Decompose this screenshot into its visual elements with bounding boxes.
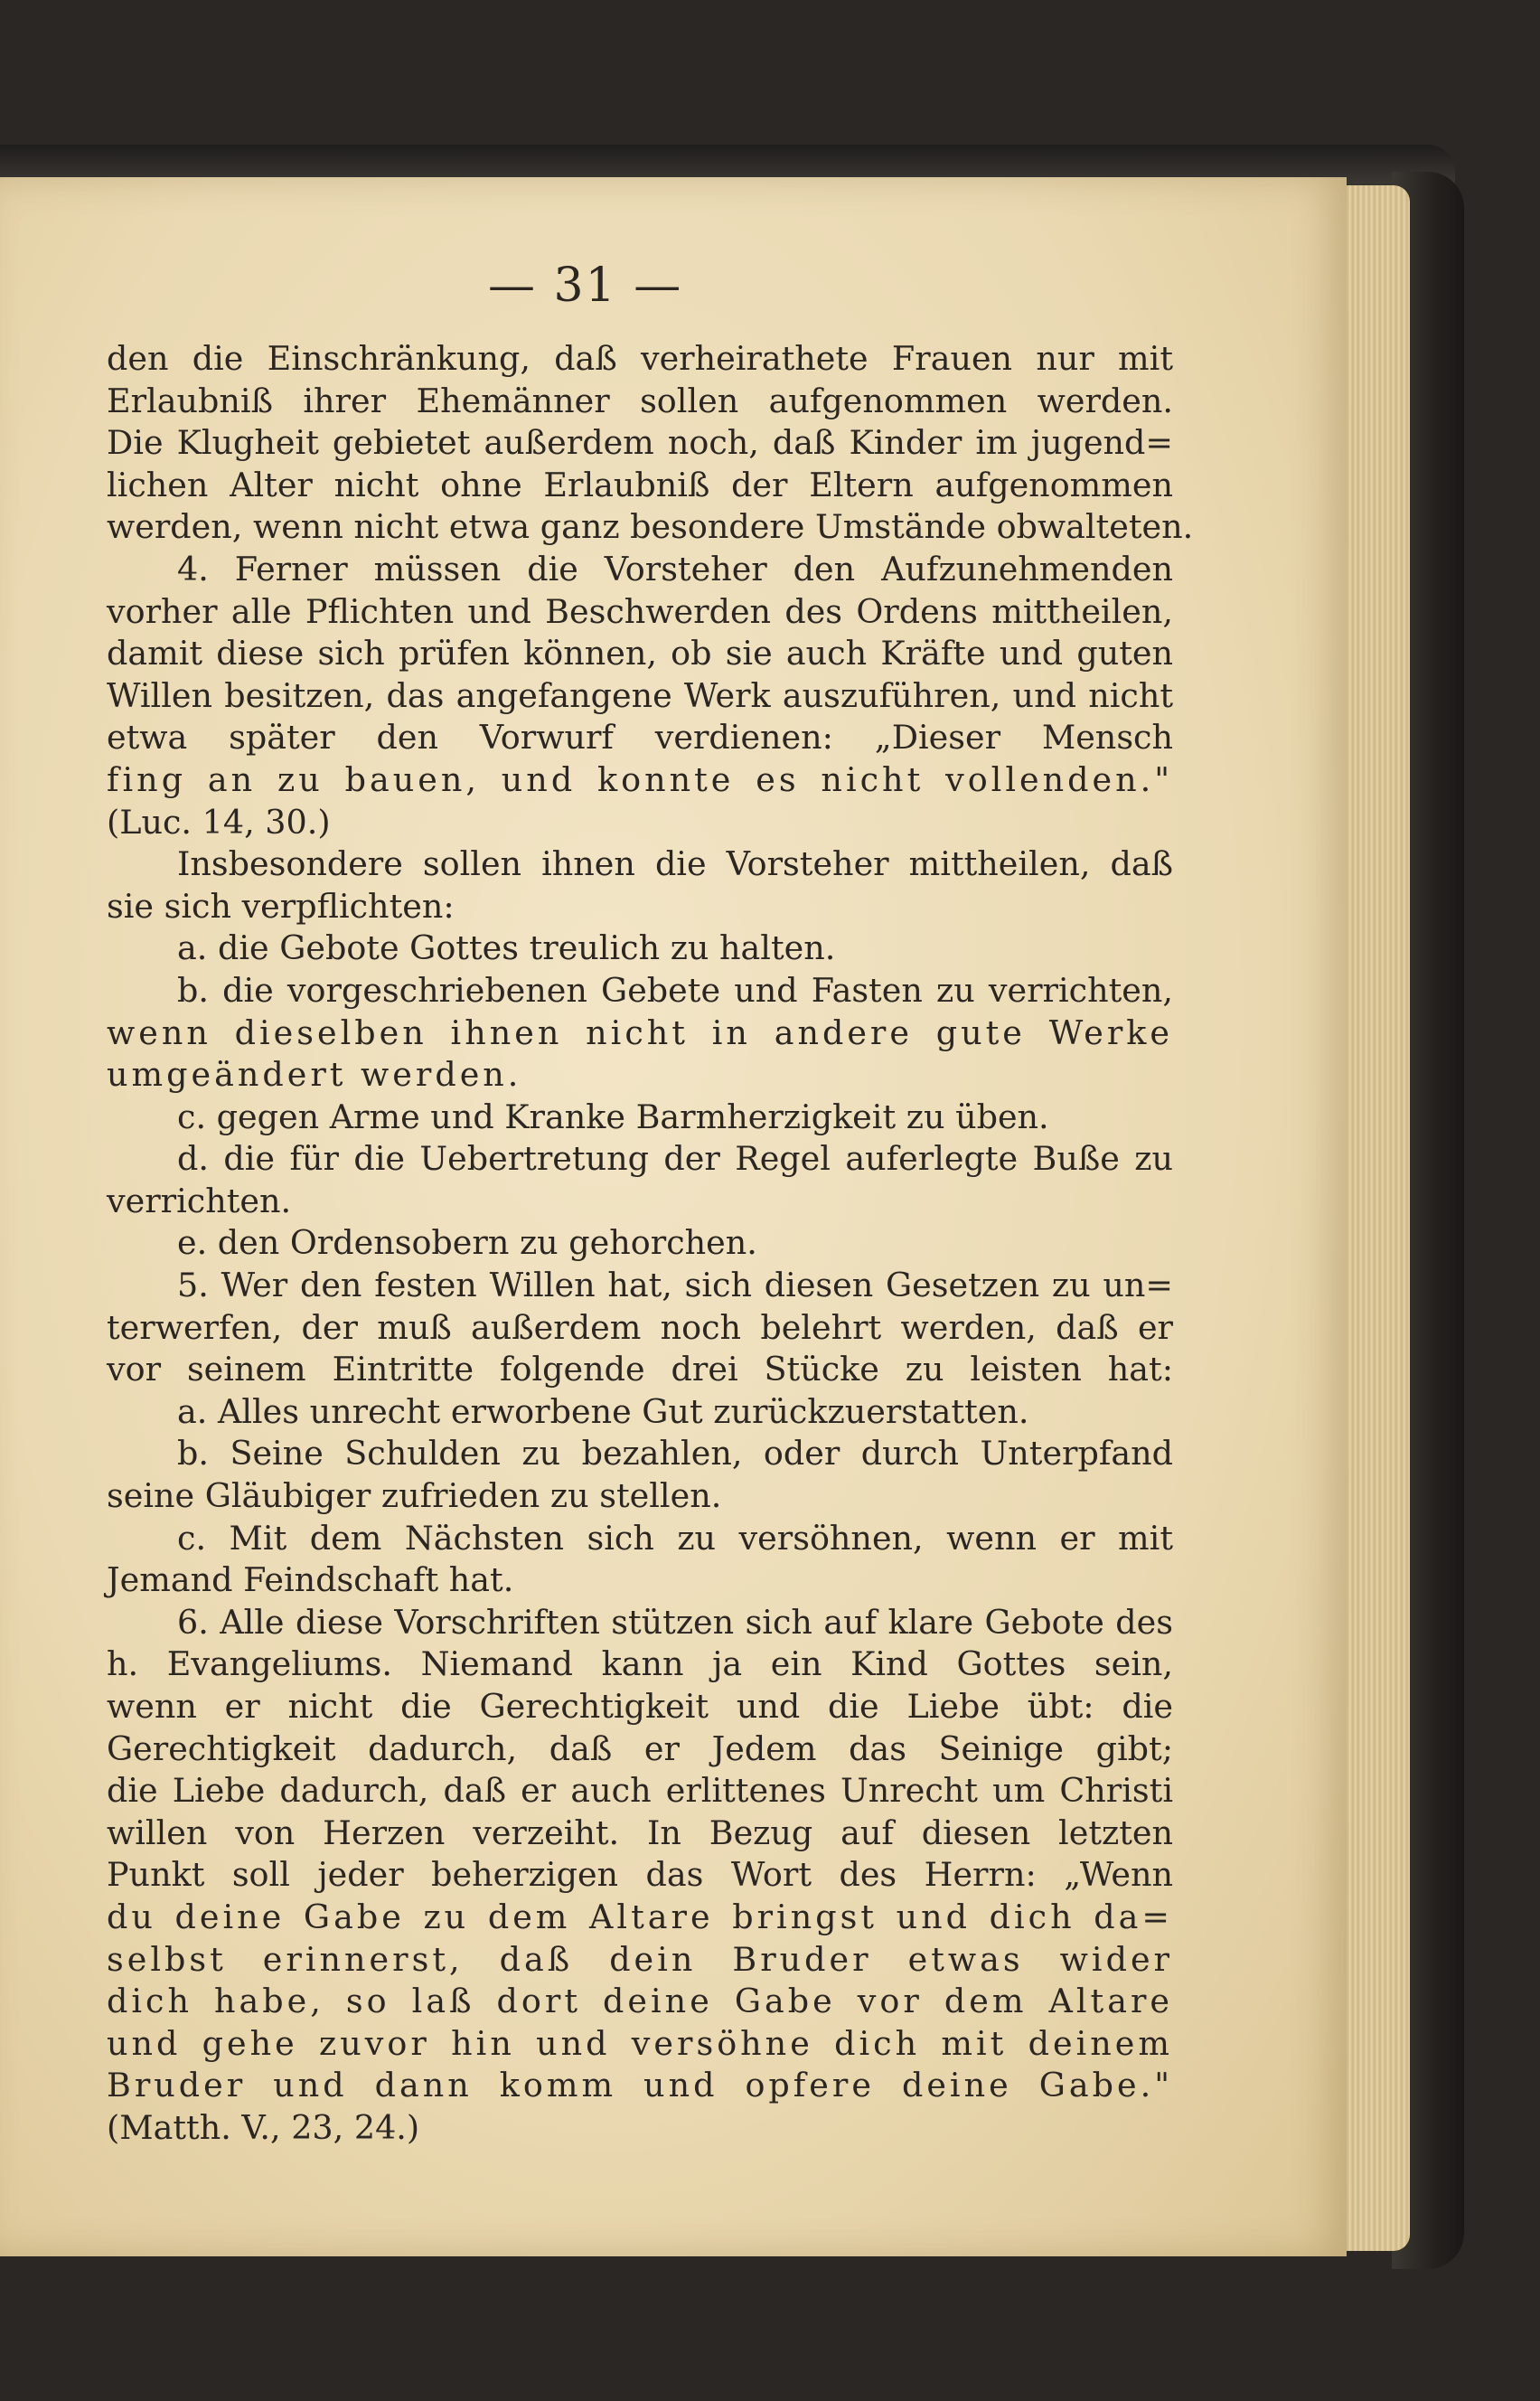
text-line: wenn er nicht die Gerechtigkeit und die Liebe übt: die (107, 1687, 1173, 1726)
text-line: umgeändert werden. (107, 1055, 522, 1095)
text-line: Punkt soll jeder beherzigen das Wort des Herrn: „Wenn (107, 1855, 1173, 1895)
text-line: damit diese sich prüfen können, ob sie auch Kräfte und guten (107, 634, 1173, 673)
text-line: und gehe zuvor hin und versöhne dich mit deinem (107, 2023, 1173, 2063)
text-line: Jemand Feindschaft hat. (107, 1560, 514, 1600)
text-line: fing an zu bauen, und konnte es nicht vollenden." (107, 759, 1173, 799)
text-line: c. gegen Arme und Kranke Barmherzigkeit zu üben. (177, 1097, 1049, 1136)
text-line: h. Evangeliums. Niemand kann ja ein Kind Gottes sein, (107, 1644, 1173, 1684)
text-line: willen von Herzen verzeiht. In Bezug auf diesen letzten (107, 1813, 1173, 1852)
text-line: Bruder und dann komm und opfere deine Gabe." (107, 2066, 1173, 2105)
text-line: du deine Gabe zu dem Altare bringst und dich da= (107, 1897, 1173, 1936)
text-line: dich habe, so laß dort deine Gabe vor dem Altare (107, 1982, 1173, 2021)
text-line: e. den Ordensobern zu gehorchen. (177, 1223, 757, 1263)
text-line: Insbesondere sollen ihnen die Vorsteher mittheilen, daß (177, 844, 1173, 884)
text-line: b. Seine Schulden zu bezahlen, oder durch Unterpfand (177, 1434, 1173, 1474)
text-line: 4. Ferner müssen die Vorsteher den Aufzunehmenden (177, 549, 1173, 588)
text-line: selbst erinnerst, daß dein Bruder etwas wider (107, 1939, 1173, 1979)
text-line: (Luc. 14, 30.) (107, 802, 331, 842)
text-line: a. Alles unrecht erworbene Gut zurückzuerstatten. (177, 1391, 1029, 1431)
text-line: den die Einschränkung, daß verheirathete Frauen nur mit (107, 339, 1173, 378)
text-line: terwerfen, der muß außerdem noch belehrt werden, daß er (107, 1307, 1173, 1347)
text-line: sie sich verpflichten: (107, 886, 455, 926)
text-line: Erlaubniß ihrer Ehemänner sollen aufgenommen werden. (107, 381, 1173, 420)
text-line: die Liebe dadurch, daß er auch erlittenes Unrecht um Christi (107, 1771, 1173, 1811)
book-page (0, 177, 1347, 2256)
text-line: a. die Gebote Gottes treulich zu halten. (177, 928, 836, 968)
text-line: Willen besitzen, das angefangene Werk auszuführen, und nicht (107, 675, 1173, 715)
page-number: — 31 — (488, 259, 683, 313)
text-line: 5. Wer den festen Willen hat, sich diesen Gesetzen zu un= (177, 1266, 1173, 1305)
text-line: Gerechtigkeit dadurch, daß er Jedem das Seinige gibt; (107, 1728, 1173, 1768)
text-line: lichen Alter nicht ohne Erlaubniß der Eltern aufgenommen (107, 465, 1173, 504)
text-line: verrichten. (107, 1181, 292, 1220)
text-line: d. die für die Uebertretung der Regel auferlegte Buße zu (177, 1139, 1173, 1179)
text-line: wenn dieselben ihnen nicht in andere gute Werke (107, 1012, 1173, 1052)
text-line: (Matth. V., 23, 24.) (107, 2107, 420, 2147)
text-line: werden, wenn nicht etwa ganz besondere Umstände obwalteten. (107, 507, 1194, 547)
text-line: 6. Alle diese Vorschriften stützen sich auf klare Gebote des (177, 1602, 1173, 1642)
text-line: etwa später den Vorwurf verdienen: „Dieser Mensch (107, 718, 1173, 758)
page-text (107, 338, 1194, 2150)
text-line: seine Gläubiger zufrieden zu stellen. (107, 1476, 722, 1516)
text-line: vor seinem Eintritte folgende drei Stücke zu leisten hat: (107, 1350, 1173, 1389)
text-line: vorher alle Pflichten und Beschwerden des Ordens mittheilen, (107, 591, 1173, 631)
text-line: Die Klugheit gebietet außerdem noch, daß Kinder im jugend= (107, 423, 1173, 463)
text-line: c. Mit dem Nächsten sich zu versöhnen, wenn er mit (177, 1518, 1173, 1558)
text-line: b. die vorgeschriebenen Gebete und Fasten zu verrichten, (177, 970, 1173, 1010)
